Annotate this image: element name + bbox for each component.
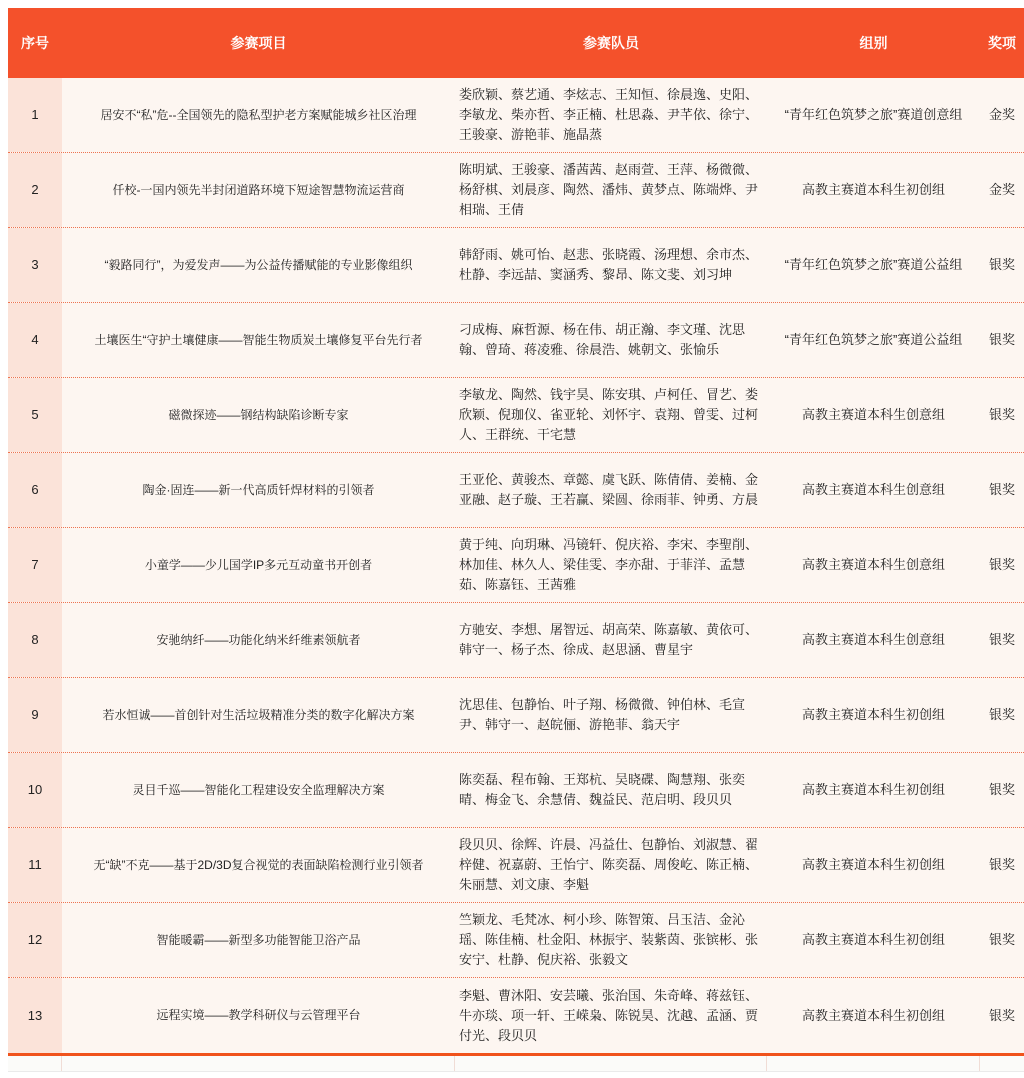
table-row [8,828,1024,903]
row-members-cell: 韩舒雨、姚可怡、赵悲、张晓霞、汤理想、余市杰、杜静、李远喆、窦涵秀、黎昂、陈文斐、刘习坤 [459,247,759,282]
row-index-cell: 12 [8,903,62,977]
row-index-cell: 3 [8,228,62,302]
row-group-cell: 高教主赛道本科生初创组 [801,707,945,722]
row-award-cell: 金奖 [988,182,1015,197]
row-index-cell: 5 [8,378,62,452]
row-group-cell: “青年红色筑梦之旅”赛道公益组 [784,332,963,347]
footer-cell [8,1056,62,1071]
header-cell-group: 组别 [859,35,888,51]
row-award-cell: 银奖 [988,1007,1015,1023]
table-header-row [8,8,1024,78]
row-group-cell: “青年红色筑梦之旅”赛道创意组 [784,107,963,122]
table-row [8,903,1024,978]
row-group-cell: 高教主赛道本科生创意组 [801,482,945,497]
row-group-cell: 高教主赛道本科生初创组 [801,1007,945,1023]
footer-cell [455,1056,767,1071]
row-members-cell: 娄欣颖、蔡艺通、李炫志、王知恒、徐晨逸、史阳、李敏龙、柴亦哲、李正楠、杜思淼、尹芊依、徐宁、王骏豪、游艳菲、施晶蒸 [459,87,759,142]
table-row [8,978,1024,1053]
footer-cell [62,1056,455,1071]
table-row [8,303,1024,378]
row-award-cell: 金奖 [988,107,1015,122]
award-results-table [8,8,1024,1072]
row-members-cell: 李敏龙、陶然、钱宇昊、陈安琪、卢柯任、冒艺、娄欣颖、倪珈仪、雀亚轮、刘怀宇、袁翔、曾雯、过柯人、王群统、干宅慧 [459,387,759,442]
header-cell-index: 序号 [21,35,49,51]
row-project-cell: 磁微探迹——钢结构缺陷诊断专家 [168,407,349,422]
row-project-cell: 智能暖霸——新型多功能智能卫浴产品 [156,932,361,947]
row-members-cell: 沈思佳、包静怡、叶子翔、杨微微、钟伯林、毛宣尹、韩守一、赵皖俪、游艳菲、翁天宇 [459,697,746,732]
row-award-cell: 银奖 [988,932,1015,947]
row-project-cell: 陶金·固连——新一代高质钎焊材料的引领者 [142,482,375,497]
row-award-cell: 银奖 [988,782,1015,797]
row-award-cell: 银奖 [988,557,1015,572]
row-index-cell: 1 [8,78,62,152]
row-index-cell: 10 [8,753,62,827]
row-index-cell: 6 [8,453,62,527]
row-index-cell: 9 [8,678,62,752]
row-award-cell: 银奖 [988,407,1015,422]
table-row [8,453,1024,528]
table-row [8,78,1024,153]
table-row [8,228,1024,303]
table-body [8,78,1024,1053]
row-project-cell: 小童学——少儿国学IP多元互动童书开创者 [144,557,373,572]
empty-footer-row [8,1053,1024,1072]
row-index-cell: 2 [8,153,62,227]
row-award-cell: 银奖 [988,257,1015,272]
row-index-cell: 11 [8,828,62,902]
row-award-cell: 银奖 [988,482,1015,497]
row-members-cell: 竺颖龙、毛梵冰、柯小珍、陈智策、吕玉洁、金沁瑶、陈佳楠、杜金阳、林振宇、装紫茵、张镔彬、张安宁、杜静、倪庆裕、张毅文 [459,912,759,967]
header-cell-members: 参赛队员 [583,35,639,51]
row-group-cell: “青年红色筑梦之旅”赛道公益组 [784,257,963,272]
header-cell-project: 参赛项目 [230,35,287,51]
row-project-cell: 灵目千巡——智能化工程建设安全监理解决方案 [132,782,385,797]
row-index-cell: 13 [8,978,62,1053]
row-project-cell: 远程实境——教学科研仪与云管理平台 [156,1008,361,1022]
row-members-cell: 陈奕磊、程布翰、王郑杭、吴晓碟、陶慧翔、张奕晴、梅金飞、余慧倩、魏益民、范启明、段贝贝 [459,772,746,807]
row-index-cell: 8 [8,603,62,677]
row-members-cell: 刁成梅、麻哲源、杨在伟、胡正瀚、李文瑾、沈思翰、曾琦、蒋凌雅、徐晨浩、姚朝文、张愉乐 [459,322,746,357]
footer-cell [767,1056,980,1071]
table-row [8,153,1024,228]
row-group-cell: 高教主赛道本科生初创组 [801,932,945,947]
row-group-cell: 高教主赛道本科生初创组 [801,782,945,797]
row-project-cell: 土壤医生“守护土壤健康——智能生物质炭土壤修复平台先行者 [94,332,423,347]
row-project-cell: 居安不“私”危--全国领先的隐私型护老方案赋能城乡社区治理 [100,107,417,122]
row-group-cell: 高教主赛道本科生创意组 [801,407,945,422]
row-members-cell: 段贝贝、徐辉、许晨、冯益仕、包静怡、刘淑慧、翟梓健、祝嘉蔚、王怡宁、陈奕磊、周俊屹、陈正楠、朱丽慧、刘文康、李魁 [459,837,759,892]
row-group-cell: 高教主赛道本科生创意组 [801,632,945,647]
row-index-cell: 4 [8,303,62,377]
row-members-cell: 李魁、曹沐阳、安芸曦、张治国、朱奇峰、蒋兹钰、牛亦琰、项一轩、王嵘枭、陈锐昊、沈越、孟涵、贾付光、段贝贝 [459,987,759,1043]
row-award-cell: 银奖 [988,857,1015,872]
row-group-cell: 高教主赛道本科生初创组 [801,182,945,197]
row-award-cell: 银奖 [988,332,1015,347]
row-index-cell: 7 [8,528,62,602]
table-row [8,678,1024,753]
footer-cell [980,1056,1024,1071]
table-row [8,378,1024,453]
row-members-cell: 陈明斌、王骏豪、潘茜茜、赵雨萱、王萍、杨微微、杨舒棋、刘晨彦、陶然、潘炜、黄梦点、陈端烨、尹相瑞、王倩 [459,162,759,217]
row-group-cell: 高教主赛道本科生初创组 [801,857,945,872]
row-project-cell: “毅路同行”，为爱发声——为公益传播赋能的专业影像组织 [104,257,413,272]
row-award-cell: 银奖 [988,632,1015,647]
row-members-cell: 黄于纯、向玥琳、冯镜轩、倪庆裕、李宋、李聖削、林加佳、林久人、梁佳雯、李亦甜、于菲洋、孟慧茹、陈嘉钰、王茜雅 [459,537,759,592]
row-members-cell: 方驰安、李想、屠智远、胡高荣、陈嘉敏、黄依可、韩守一、杨子杰、徐成、赵思涵、曹星宇 [459,622,759,657]
header-cell-award: 奖项 [988,35,1016,51]
row-project-cell: 无“缺”不克——基于2D/3D复合视觉的表面缺陷检测行业引领者 [93,857,424,872]
table-row [8,753,1024,828]
row-project-cell: 仟校-一国内领先半封闭道路环境下短途智慧物流运营商 [112,182,405,197]
table-row [8,603,1024,678]
row-project-cell: 若水恒诚——首创针对生活垃圾精准分类的数字化解决方案 [102,707,415,722]
row-members-cell: 王亚伦、黄骏杰、章懿、虞飞跃、陈倩倩、姜楠、金亚融、赵子璇、王若赢、梁圆、徐雨菲、钟勇、方晨 [459,472,759,507]
row-group-cell: 高教主赛道本科生创意组 [801,557,945,572]
row-award-cell: 银奖 [988,707,1015,722]
row-project-cell: 安驰纳纤——功能化纳米纤维素领航者 [156,632,361,647]
table-row [8,528,1024,603]
